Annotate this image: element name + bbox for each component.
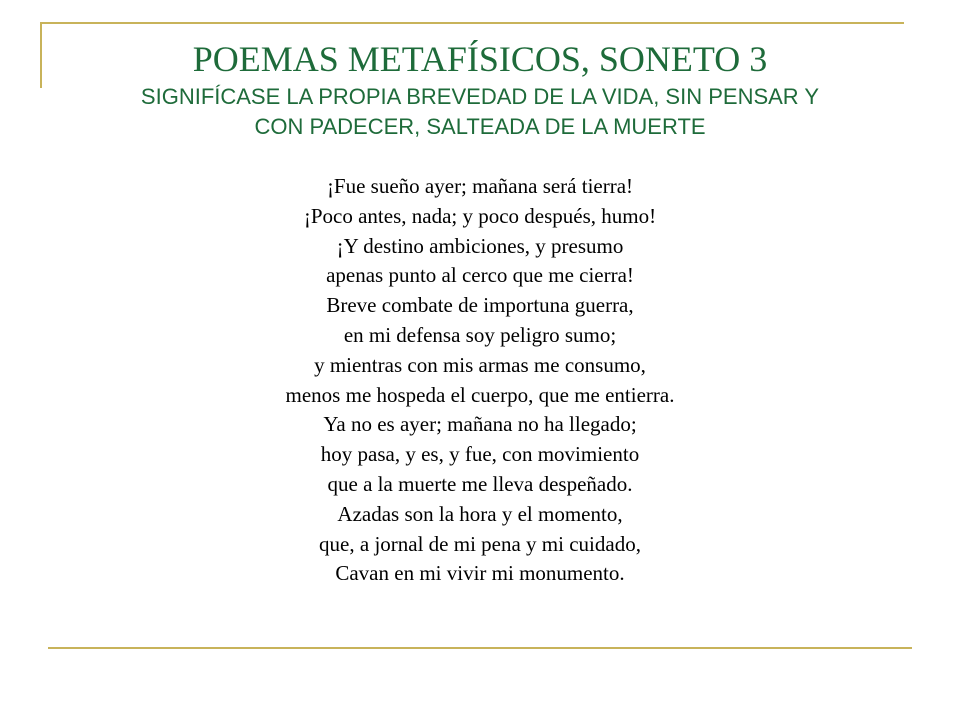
poem-verse: Breve combate de importuna guerra, bbox=[326, 293, 634, 318]
top-rule bbox=[40, 22, 904, 24]
poem-verse: que a la muerte me lleva despeñado. bbox=[327, 471, 633, 496]
poem-verse: hoy pasa, y es, y fue, con movimiento bbox=[320, 442, 640, 467]
bottom-rule bbox=[48, 647, 912, 649]
poem-body bbox=[60, 172, 900, 589]
slide-subtitle bbox=[60, 82, 900, 142]
poem-verse: que, a jornal de mi pena y mi cuidado, bbox=[319, 531, 641, 556]
poem-verse: Ya no es ayer; mañana no ha llegado; bbox=[323, 412, 637, 437]
poem-verse: Cavan en mi vivir mi monumento. bbox=[335, 561, 625, 586]
poem-verse: en mi defensa soy peligro sumo; bbox=[343, 322, 617, 347]
poem-verse: ¡Poco antes, nada; y poco después, humo! bbox=[303, 203, 657, 228]
poem-verse: ¡Y destino ambiciones, y presumo bbox=[336, 233, 624, 258]
poem-verse: ¡Fue sueño ayer; mañana será tierra! bbox=[326, 174, 634, 198]
poem-verse: menos me hospeda el cuerpo, que me entierra. bbox=[285, 382, 675, 407]
poem-verse: apenas punto al cerco que me cierra! bbox=[326, 263, 634, 288]
title-block bbox=[60, 38, 900, 142]
slide-title: POEMAS METAFÍSICOS, SONETO 3 bbox=[192, 39, 768, 79]
poem-verse: y mientras con mis armas me consumo, bbox=[314, 352, 646, 377]
subtitle-line: CON PADECER, SALTEADA DE LA MUERTE bbox=[254, 114, 706, 139]
left-rule bbox=[40, 22, 42, 88]
subtitle-line: SIGNIFÍCASE LA PROPIA BREVEDAD DE LA VIDA, SIN PENSAR Y bbox=[140, 84, 820, 109]
poem-verse: Azadas son la hora y el momento, bbox=[337, 501, 623, 526]
